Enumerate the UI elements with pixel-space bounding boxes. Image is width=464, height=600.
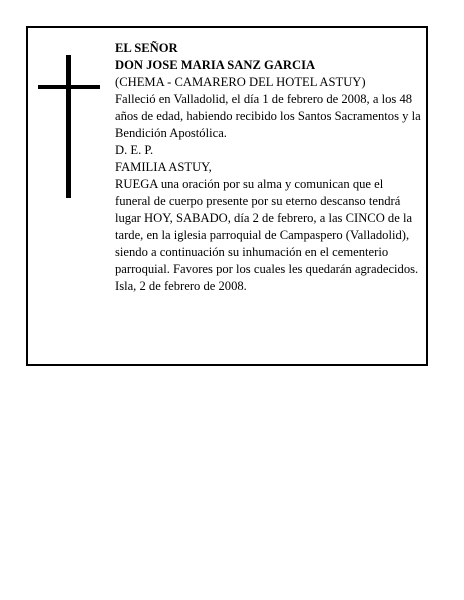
obituary-notice (26, 26, 428, 366)
cross-horizontal-bar (38, 85, 100, 89)
dep-line: D. E. P. (115, 143, 154, 157)
family-name: FAMILIA ASTUY, (115, 160, 212, 174)
death-info: Falleció en Valladolid, el día 1 de febrero de 2008, a los 48 años de edad, habiendo recibido los Santos Sacramentos y la Bendición Apostólica. (115, 92, 421, 140)
funeral-request: RUEGA una oración por su alma y comunican que el funeral de cuerpo presente por su eterno descanso tendrá lugar HOY, SABADO, día 2 de febrero, a las CINCO de la tarde, en la iglesia parroquial de Campaspero (Valladolid), siendo a continuación su inhumación en el cementerio parroquial. Favores por los cuales les quedarán agradecidos. (115, 177, 419, 276)
place-date: Isla, 2 de febrero de 2008. (115, 279, 247, 293)
cross-vertical-bar (66, 55, 71, 198)
notice-text (115, 40, 421, 295)
notice-heading: EL SEÑOR (115, 41, 178, 55)
deceased-nickname: (CHEMA - CAMARERO DEL HOTEL ASTUY) (115, 75, 366, 89)
deceased-name: DON JOSE MARIA SANZ GARCIA (115, 58, 316, 72)
